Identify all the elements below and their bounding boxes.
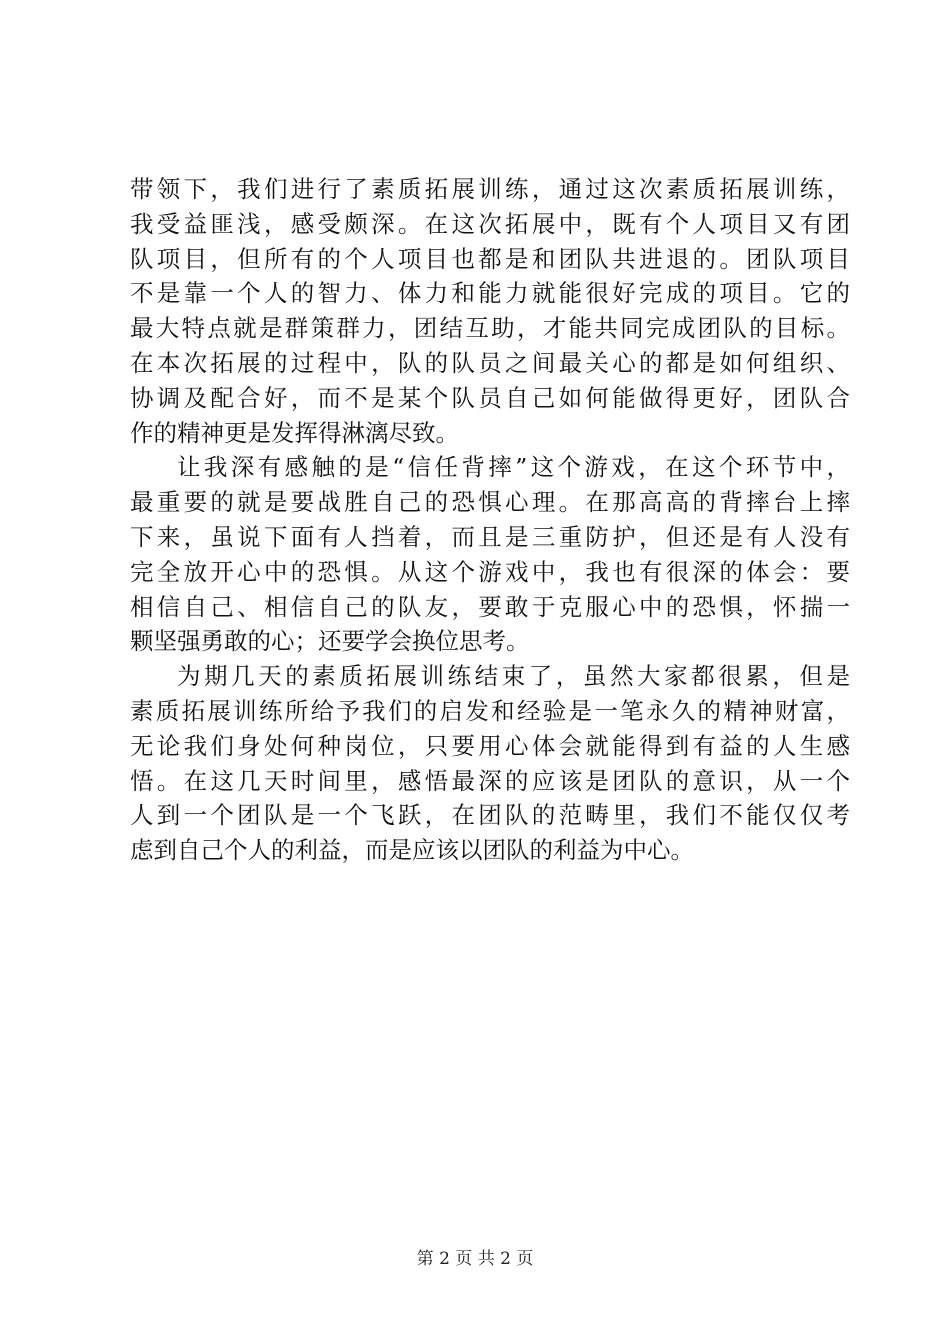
text-line: 虑到自己个人的利益，而是应该以团队的利益为中心。 xyxy=(130,836,694,865)
text-line: 最大特点就是群策群力，团结互助，才能共同完成团队的目标。 xyxy=(130,314,850,343)
text-line: 最重要的就是要战胜自己的恐惧心理。在那高高的背摔台上摔 xyxy=(130,488,850,517)
paragraph xyxy=(130,450,850,659)
text-line: 相信自己、相信自己的队友，要敢于克服心中的恐惧，怀揣一 xyxy=(130,592,850,621)
paragraph xyxy=(130,659,850,868)
text-line: 人到一个团队是一个飞跃，在团队的范畴里，我们不能仅仅考 xyxy=(130,801,850,830)
text-line: 下来，虽说下面有人挡着，而且是三重防护，但还是有人没有 xyxy=(130,522,850,551)
text-line: 为期几天的素质拓展训练结束了，虽然大家都很累，但是 xyxy=(177,662,850,691)
text-line: 无论我们身处何种岗位，只要用心体会就能得到有益的人生感 xyxy=(130,731,850,760)
text-line: 队项目，但所有的个人项目也都是和团队共进退的。团队项目 xyxy=(130,244,850,273)
text-line: 完全放开心中的恐惧。从这个游戏中，我也有很深的体会：要 xyxy=(130,557,850,586)
text-line: 颗坚强勇敢的心；还要学会换位思考。 xyxy=(130,627,530,656)
text-line: 让我深有感触的是“信任背摔”这个游戏，在这个环节中， xyxy=(177,453,850,482)
document-body xyxy=(130,172,850,868)
paragraph xyxy=(130,172,850,450)
text-line: 带领下，我们进行了素质拓展训练，通过这次素质拓展训练， xyxy=(130,175,850,203)
text-line: 作的精神更是发挥得淋漓尽致。 xyxy=(130,418,459,447)
text-line: 素质拓展训练所给予我们的启发和经验是一笔永久的精神财富， xyxy=(130,696,850,725)
text-line: 悟。在这几天时间里，感悟最深的应该是团队的意识，从一个 xyxy=(130,766,850,795)
text-line: 在本次拓展的过程中，队的队员之间最关心的都是如何组织、 xyxy=(130,348,850,377)
text-line: 协调及配合好，而不是某个队员自己如何能做得更好，团队合 xyxy=(130,383,850,412)
page-footer: 第 2 页 共 2 页 xyxy=(416,1249,534,1269)
text-line: 我受益匪浅，感受颇深。在这次拓展中，既有个人项目又有团 xyxy=(130,209,850,238)
text-line: 不是靠一个人的智力、体力和能力就能很好完成的项目。它的 xyxy=(130,279,850,308)
